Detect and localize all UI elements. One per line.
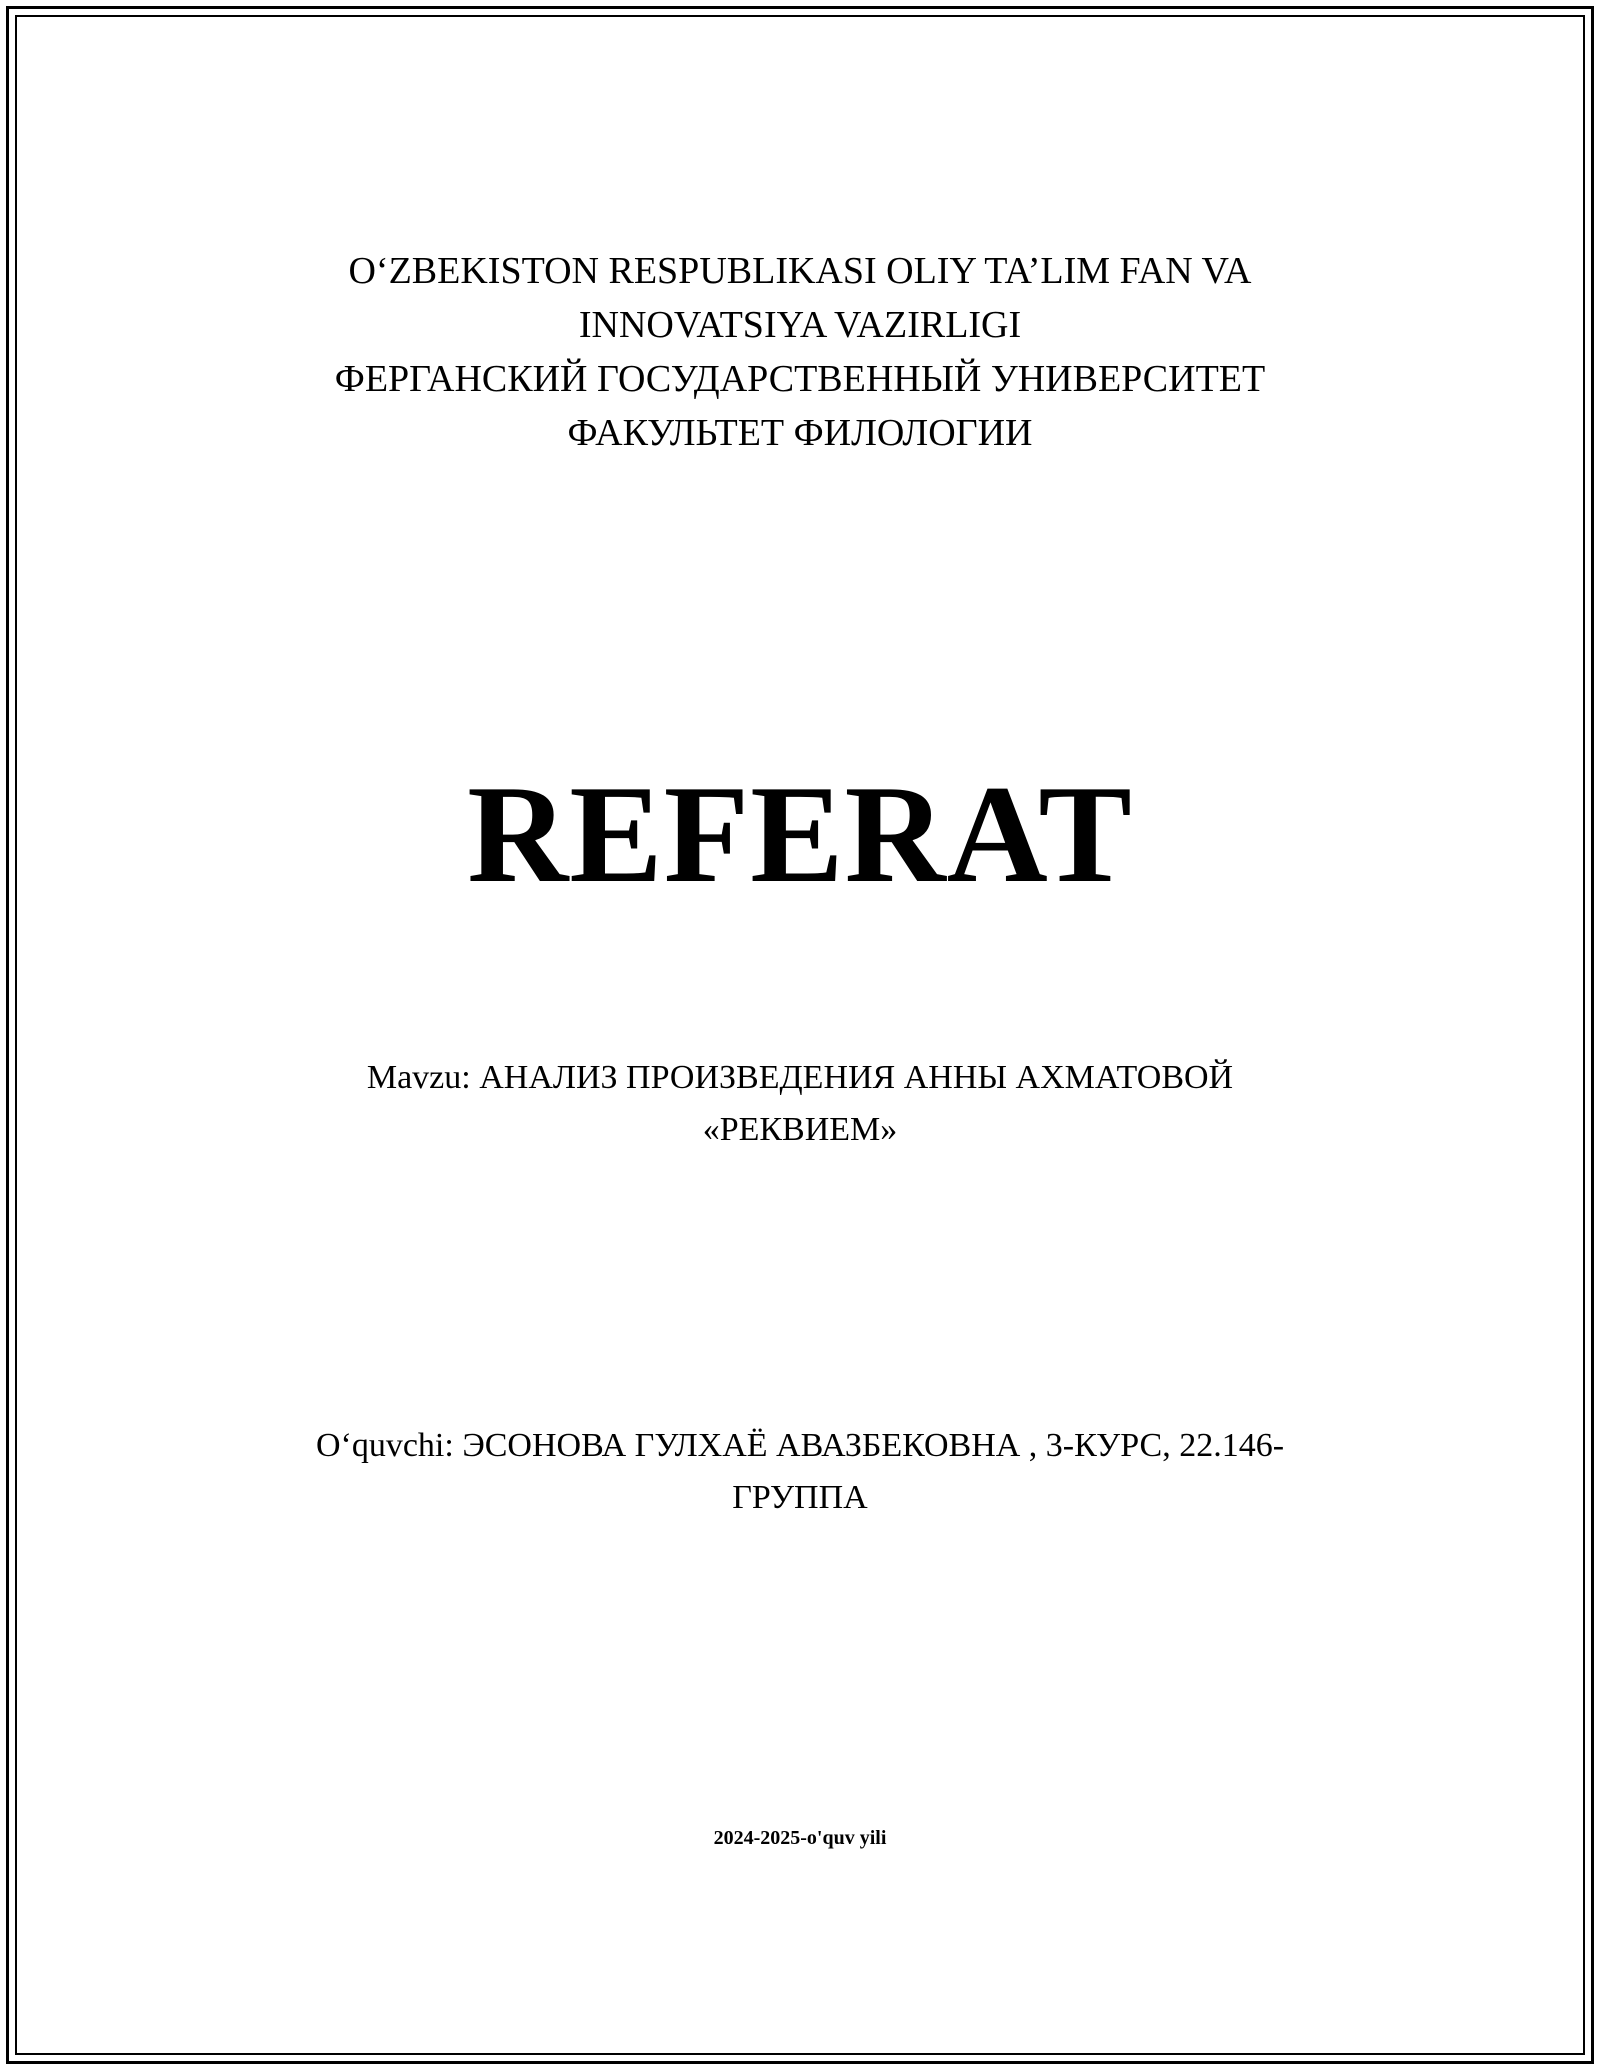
header-line-university: ФЕРГАНСКИЙ ГОСУДАРСТВЕННЫЙ УНИВЕРСИТЕТ [334,358,1266,400]
header-line-ministry-1: O‘ZBEKISTON RESPUBLIKASI OLIY TA’LIM FAN VA [348,250,1252,292]
topic-block [0,1052,1600,1156]
topic-line-2: «РЕКВИЕМ» [702,1111,898,1148]
student-line-1: O‘quvchi: ЭСОНОВА ГУЛХАЁ АВАЗБЕКОВНА , 3-КУРС, 22.146- [315,1427,1285,1464]
header-line-faculty: ФАКУЛЬТЕТ ФИЛОЛОГИИ [567,412,1033,454]
student-block [0,1420,1600,1524]
student-line-2: ГРУППА [732,1479,868,1516]
header-line-ministry-2: INNOVATSIYA VAZIRLIGI [578,304,1022,346]
academic-year: 2024-2025-o'quv yili [713,1827,887,1849]
topic-line-1: Mavzu: АНАЛИЗ ПРОИЗВЕДЕНИЯ АННЫ АХМАТОВОЙ [366,1059,1234,1096]
institution-header [0,244,1600,460]
document-title: REFERAT [467,757,1133,912]
